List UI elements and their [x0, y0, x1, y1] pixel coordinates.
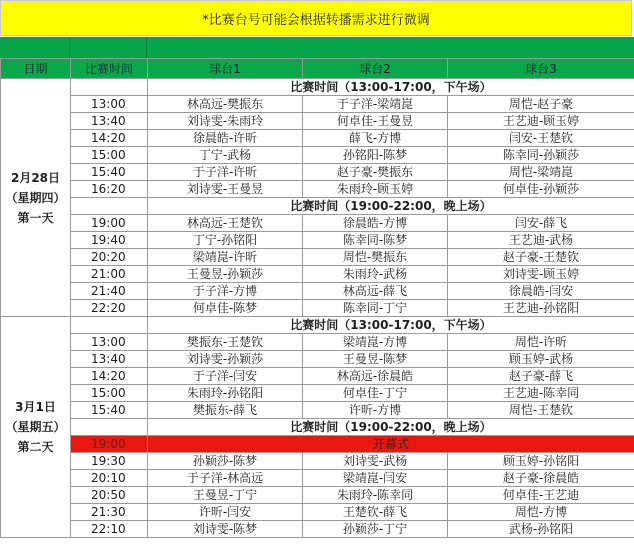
match-row: [1, 351, 634, 368]
table-1-match: 刘诗雯-孙颖莎: [148, 351, 303, 368]
match-row: [1, 232, 634, 249]
table-3-match: 周恺-王楚钦: [448, 402, 634, 419]
match-row: [1, 147, 634, 164]
header-time: 比赛时间: [71, 59, 148, 79]
table-3-match: 刘诗雯-顾玉婷: [448, 266, 634, 283]
table-2-match: 薛飞-方博: [303, 130, 448, 147]
table-1-match: 丁宁-孙铭阳: [148, 232, 303, 249]
match-time: 14:20: [71, 130, 148, 147]
session-title: 比赛时间（19:00-22:00，晚上场）: [148, 419, 634, 436]
session-spacer: [71, 79, 148, 96]
table-3-match: 周恺-许昕: [448, 334, 634, 351]
match-row: [1, 402, 634, 419]
opening-time: 19:00: [71, 436, 148, 453]
header-band: [0, 37, 634, 58]
date-day-label: 第一天: [17, 210, 54, 225]
table-3-match: 武杨-孙铭阳: [448, 521, 634, 538]
match-time: 15:40: [71, 164, 148, 181]
table-2-match: 何卓佳-丁宁: [303, 385, 448, 402]
table-3-match: 赵子豪-薛飞: [448, 368, 634, 385]
table-1-match: 朱雨玲-孙铭阳: [148, 385, 303, 402]
session-spacer: [71, 419, 148, 436]
match-time: 13:00: [71, 96, 148, 113]
match-time: 20:10: [71, 470, 148, 487]
table-2-match: 于子洋-梁靖崑: [303, 96, 448, 113]
table-1-match: 于子洋-闫安: [148, 368, 303, 385]
table-2-match: 梁靖崑-方博: [303, 334, 448, 351]
table-1-match: 于子洋-林高远: [148, 470, 303, 487]
session-title: 比赛时间（13:00-17:00，下午场）: [148, 79, 634, 96]
session-header-row: [1, 198, 634, 215]
table-1-match: 林高远-王楚钦: [148, 215, 303, 232]
table-3-match: 闫安-薛飞: [448, 215, 634, 232]
match-time: 22:20: [71, 300, 148, 317]
match-time: 15:00: [71, 385, 148, 402]
table-1-match: 刘诗雯-王曼昱: [148, 181, 303, 198]
header-table-3: 球台3: [448, 59, 634, 79]
match-row: [1, 283, 634, 300]
match-row: [1, 96, 634, 113]
header-table-2: 球台2: [303, 59, 448, 79]
match-time: 15:40: [71, 402, 148, 419]
session-title: 比赛时间（13:00-17:00，下午场）: [148, 317, 634, 334]
table-1-match: 丁宁-武杨: [148, 147, 303, 164]
table-2-match: 徐晨皓-方博: [303, 215, 448, 232]
session-header-row: [1, 79, 634, 96]
match-row: [1, 215, 634, 232]
table-2-match: 何卓佳-王曼昱: [303, 113, 448, 130]
table-2-match: 朱雨玲-顾玉婷: [303, 181, 448, 198]
match-row: [1, 164, 634, 181]
table-1-match: 王曼昱-丁宁: [148, 487, 303, 504]
table-1-match: 樊振东-王楚钦: [148, 334, 303, 351]
match-time: 19:00: [71, 215, 148, 232]
table-1-match: 梁靖崑-许昕: [148, 249, 303, 266]
table-1-match: 孙颖莎-陈梦: [148, 453, 303, 470]
match-row: [1, 470, 634, 487]
match-time: 14:20: [71, 368, 148, 385]
table-2-match: 林高远-薛飞: [303, 283, 448, 300]
opening-label: 开幕式: [148, 436, 634, 453]
match-row: [1, 334, 634, 351]
table-3-match: 陈幸同-孙颖莎: [448, 147, 634, 164]
table-3-match: 王艺迪-陈幸同: [448, 385, 634, 402]
session-spacer: [71, 198, 148, 215]
table-2-match: 林高远-徐晨皓: [303, 368, 448, 385]
table-2-match: 孙颖莎-丁宁: [303, 521, 448, 538]
table-1-match: 刘诗雯-陈梦: [148, 521, 303, 538]
match-time: 20:20: [71, 249, 148, 266]
header-row: [1, 59, 634, 79]
table-3-match: 何卓佳-王艺迪: [448, 487, 634, 504]
table-3-match: 顾玉婷-孙铭阳: [448, 453, 634, 470]
table-3-match: 王艺迪-孙铭阳: [448, 300, 634, 317]
table-3-match: 王艺迪-顾玉婷: [448, 113, 634, 130]
table-3-match: 赵子豪-徐晨皓: [448, 470, 634, 487]
session-header-row: [1, 419, 634, 436]
match-row: [1, 266, 634, 283]
match-time: 16:20: [71, 181, 148, 198]
match-row: [1, 113, 634, 130]
date-date-label: 3月1日: [15, 400, 56, 414]
table-1-match: 刘诗雯-朱雨玲: [148, 113, 303, 130]
notice-banner: *比赛台号可能会根据转播需求进行微调: [0, 0, 632, 36]
match-row: [1, 130, 634, 147]
opening-ceremony-row: [1, 436, 634, 453]
table-2-match: 朱雨玲-陈幸同: [303, 487, 448, 504]
match-time: 13:40: [71, 113, 148, 130]
header-table-1: 球台1: [148, 59, 303, 79]
table-1-match: 林高远-樊振东: [148, 96, 303, 113]
match-time: 19:40: [71, 232, 148, 249]
date-cell: [1, 79, 71, 317]
match-time: 21:40: [71, 283, 148, 300]
table-1-match: 樊振东-薛飞: [148, 402, 303, 419]
match-row: [1, 504, 634, 521]
table-3-match: 赵子豪-王楚钦: [448, 249, 634, 266]
table-1-match: 许昕-闫安: [148, 504, 303, 521]
table-2-match: 孙铭阳-陈梦: [303, 147, 448, 164]
match-row: [1, 453, 634, 470]
table-1-match: 王曼昱-孙颖莎: [148, 266, 303, 283]
match-row: [1, 487, 634, 504]
table-2-match: 朱雨玲-武杨: [303, 266, 448, 283]
match-time: 19:30: [71, 453, 148, 470]
date-day-label: 第二天: [17, 440, 54, 454]
date-weekday: （星期五）: [5, 420, 66, 434]
session-header-row: [1, 317, 634, 334]
match-time: 21:00: [71, 266, 148, 283]
match-row: [1, 521, 634, 538]
table-1-match: 何卓佳-陈梦: [148, 300, 303, 317]
table-3-match: 周恺-梁靖崑: [448, 164, 634, 181]
schedule-table: [0, 58, 634, 538]
match-row: [1, 300, 634, 317]
table-3-match: 周恺-方博: [448, 504, 634, 521]
table-2-match: 刘诗雯-武杨: [303, 453, 448, 470]
table-2-match: 周恺-樊振东: [303, 249, 448, 266]
header-date: 日期: [1, 59, 71, 79]
table-2-match: 梁靖崑-闫安: [303, 470, 448, 487]
match-row: [1, 385, 634, 402]
match-row: [1, 368, 634, 385]
table-2-match: 许昕-方博: [303, 402, 448, 419]
match-row: [1, 181, 634, 198]
match-time: 15:00: [71, 147, 148, 164]
table-3-match: 周恺-赵子豪: [448, 96, 634, 113]
table-2-match: 赵子豪-樊振东: [303, 164, 448, 181]
match-time: 22:10: [71, 521, 148, 538]
session-title: 比赛时间（19:00-22:00，晚上场）: [148, 198, 634, 215]
session-spacer: [71, 317, 148, 334]
table-2-match: 陈幸同-丁宁: [303, 300, 448, 317]
match-time: 13:40: [71, 351, 148, 368]
table-3-match: 何卓佳-孙颖莎: [448, 181, 634, 198]
table-3-match: 顾玉婷-武杨: [448, 351, 634, 368]
table-2-match: 王楚钦-薛飞: [303, 504, 448, 521]
table-2-match: 王曼昱-陈梦: [303, 351, 448, 368]
table-2-match: 陈幸同-陈梦: [303, 232, 448, 249]
date-weekday: （星期四）: [5, 190, 66, 205]
schedule-body: [1, 79, 634, 538]
match-row: [1, 249, 634, 266]
match-time: 21:30: [71, 504, 148, 521]
date-date-label: 2月28日: [10, 170, 61, 185]
date-cell: [1, 317, 71, 538]
table-1-match: 于子洋-方博: [148, 283, 303, 300]
match-time: 13:00: [71, 334, 148, 351]
table-1-match: 于子洋-许昕: [148, 164, 303, 181]
table-1-match: 徐晨皓-许昕: [148, 130, 303, 147]
table-3-match: 徐晨皓-闫安: [448, 283, 634, 300]
table-3-match: 王艺迪-武杨: [448, 232, 634, 249]
table-3-match: 闫安-王楚钦: [448, 130, 634, 147]
match-time: 20:50: [71, 487, 148, 504]
